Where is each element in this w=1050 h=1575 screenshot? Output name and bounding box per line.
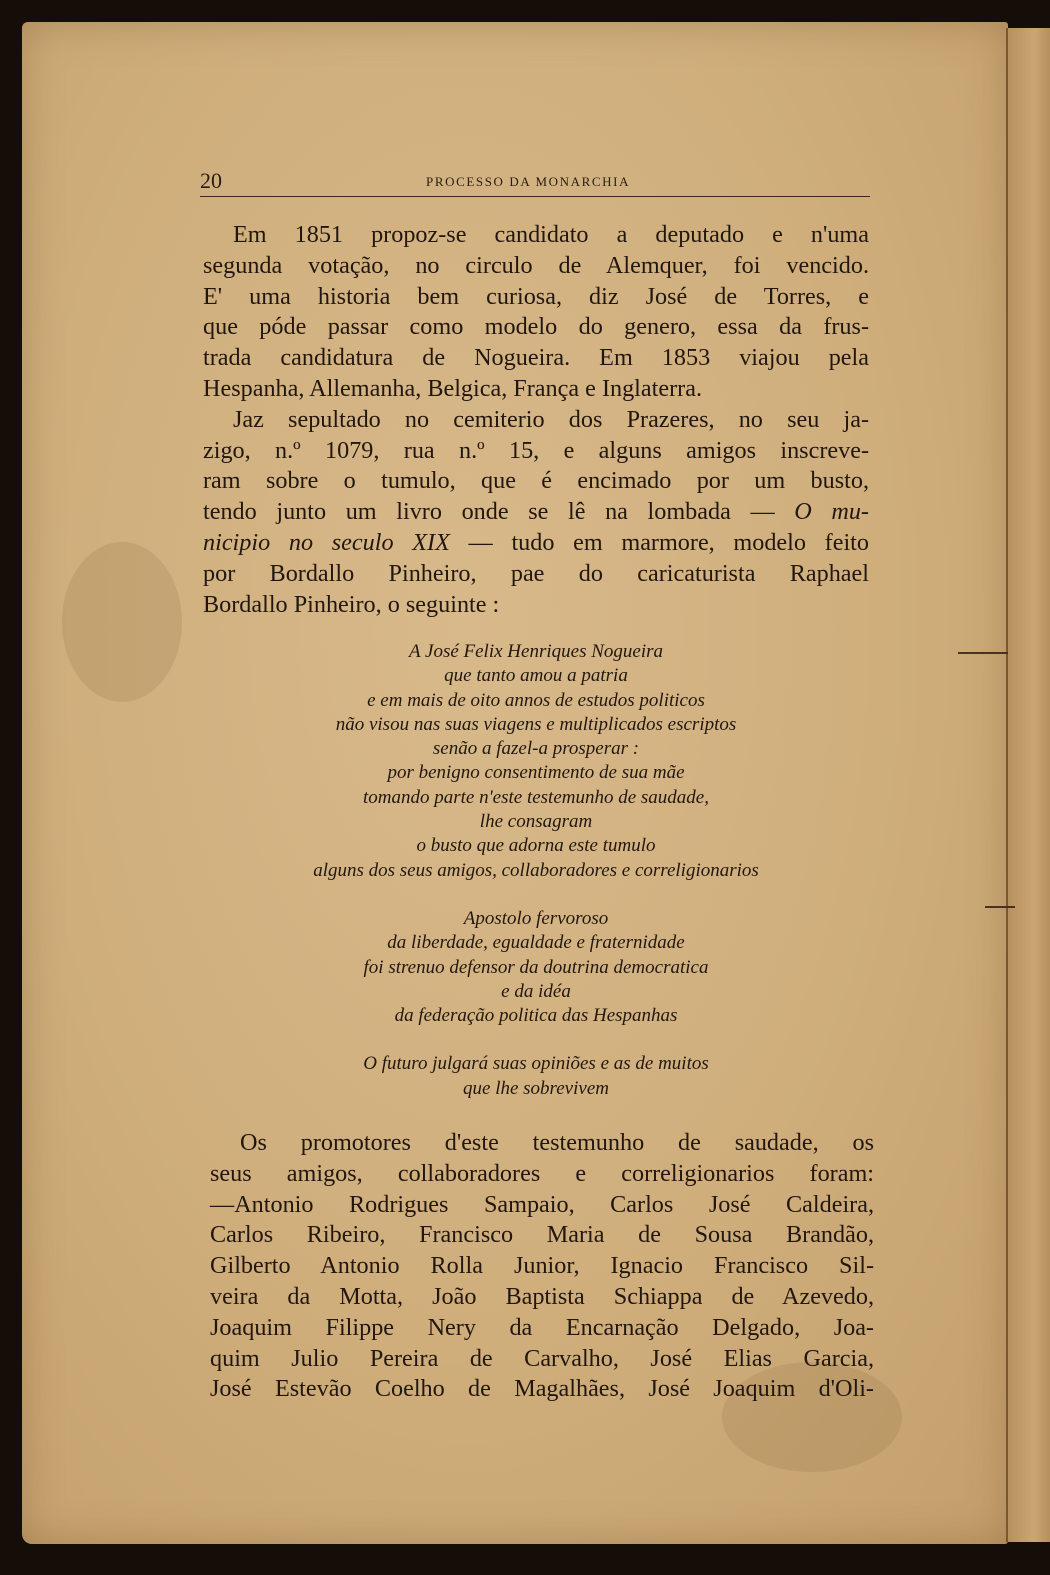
epitaph-line: tomando parte n'este testemunho de saudade, bbox=[362, 786, 709, 808]
text-line: Carlos Ribeiro, Francisco Maria de Sousa Brandão, bbox=[210, 1221, 874, 1249]
text-line: José Estevão Coelho de Magalhães, José Joaquim d'Oli- bbox=[210, 1375, 874, 1403]
epitaph-line: Apostolo fervoroso bbox=[463, 907, 609, 929]
text-line bbox=[203, 497, 869, 528]
epitaph-line: por benigno consentimento de sua mãe bbox=[387, 762, 685, 784]
epitaph-line: senão a fazel-a prosperar : bbox=[432, 738, 640, 760]
text-fragment: — tudo em marmore, modelo feito bbox=[449, 528, 869, 556]
book-title-italic: nicipio no seculo XIX bbox=[203, 528, 450, 556]
paragraph-candidacy bbox=[203, 220, 869, 405]
text-line: veira da Motta, João Baptista Schiappa de Azevedo, bbox=[210, 1282, 874, 1310]
epitaph-dedication bbox=[203, 640, 869, 883]
epitaph-apostle bbox=[203, 907, 869, 1028]
epitaph-inscription bbox=[203, 640, 869, 1125]
text-line: E' uma historia bem curiosa, diz José de Torres, e bbox=[203, 282, 869, 310]
text-line: seus amigos, collaboradores e correligionarios foram: bbox=[210, 1159, 874, 1187]
text-line: Em 1851 propoz-se candidato a deputado e n'uma bbox=[233, 221, 869, 248]
epitaph-line: que tanto amou a patria bbox=[444, 665, 628, 687]
text-line: ram sobre o tumulo, que é encimado por um busto, bbox=[203, 467, 869, 495]
text-line: por Bordallo Pinheiro, pae do caricaturista Raphael bbox=[203, 559, 869, 587]
text-line: Os promotores d'este testemunho de saudade, os bbox=[240, 1129, 874, 1156]
text-line: trada candidatura de Nogueira. Em 1853 viajou pela bbox=[203, 344, 869, 372]
text-fragment: tendo junto um livro onde se lê na lombada — bbox=[203, 498, 795, 526]
text-line: —Antonio Rodrigues Sampaio, Carlos José Caldeira, bbox=[210, 1190, 874, 1218]
text-line: segunda votação, no circulo de Alemquer, foi vencido. bbox=[203, 251, 869, 279]
next-page-edge bbox=[1006, 28, 1050, 1542]
epitaph-line: e da idéa bbox=[501, 980, 571, 1002]
paragraph-promoters bbox=[210, 1128, 874, 1405]
running-title: PROCESSO DA MONARCHIA bbox=[426, 174, 631, 189]
paper-stain bbox=[62, 542, 182, 702]
page-header bbox=[200, 160, 870, 200]
text-line: quim Julio Pereira de Carvalho, José Elias Garcia, bbox=[210, 1344, 874, 1372]
epitaph-line: não visou nas suas viagens e multiplicados escriptos bbox=[335, 713, 737, 735]
text-line: Gilberto Antonio Rolla Junior, Ignacio Francisco Sil- bbox=[210, 1252, 874, 1280]
text-line: que póde passar como modelo do genero, essa da frus- bbox=[203, 313, 869, 341]
epitaph-future bbox=[203, 1052, 869, 1101]
text-line: zigo, n.º 1079, rua n.º 15, e alguns amigos inscreve- bbox=[203, 436, 869, 464]
epitaph-line: A José Felix Henriques Nogueira bbox=[409, 641, 663, 662]
text-line: Bordallo Pinheiro, o seguinte : bbox=[203, 590, 500, 618]
epitaph-line: e em mais de oito annos de estudos politicos bbox=[367, 689, 705, 711]
epitaph-line: da federação politica das Hespanhas bbox=[394, 1005, 678, 1027]
epitaph-line: alguns dos seus amigos, collaboradores e correligionarios bbox=[313, 859, 759, 881]
epitaph-line: O futuro julgará suas opiniões e as de muitos bbox=[363, 1053, 709, 1075]
main-text bbox=[203, 220, 869, 620]
book-title-italic: O mu- bbox=[794, 498, 869, 526]
text-line: Jaz sepultado no cemiterio dos Prazeres, no seu ja- bbox=[233, 405, 869, 433]
text-line: Joaquim Filippe Nery da Encarnação Delgado, Joa- bbox=[210, 1313, 874, 1341]
epitaph-line: que lhe sobrevivem bbox=[463, 1077, 609, 1099]
text-line: Hespanha, Allemanha, Belgica, França e Inglaterra. bbox=[203, 374, 702, 402]
page-number: 20 bbox=[200, 168, 222, 193]
paragraph-burial bbox=[203, 405, 869, 621]
page-edge-mark bbox=[958, 652, 1008, 654]
epitaph-line: da liberdade, egualdade e fraternidade bbox=[387, 932, 685, 954]
text-line bbox=[203, 528, 869, 559]
epitaph-line: foi strenuo defensor da doutrina democratica bbox=[363, 956, 709, 978]
header-rule bbox=[200, 196, 870, 197]
epitaph-line: lhe consagram bbox=[479, 811, 593, 833]
page-edge-mark bbox=[985, 906, 1015, 908]
epitaph-line: o busto que adorna este tumulo bbox=[416, 835, 656, 857]
